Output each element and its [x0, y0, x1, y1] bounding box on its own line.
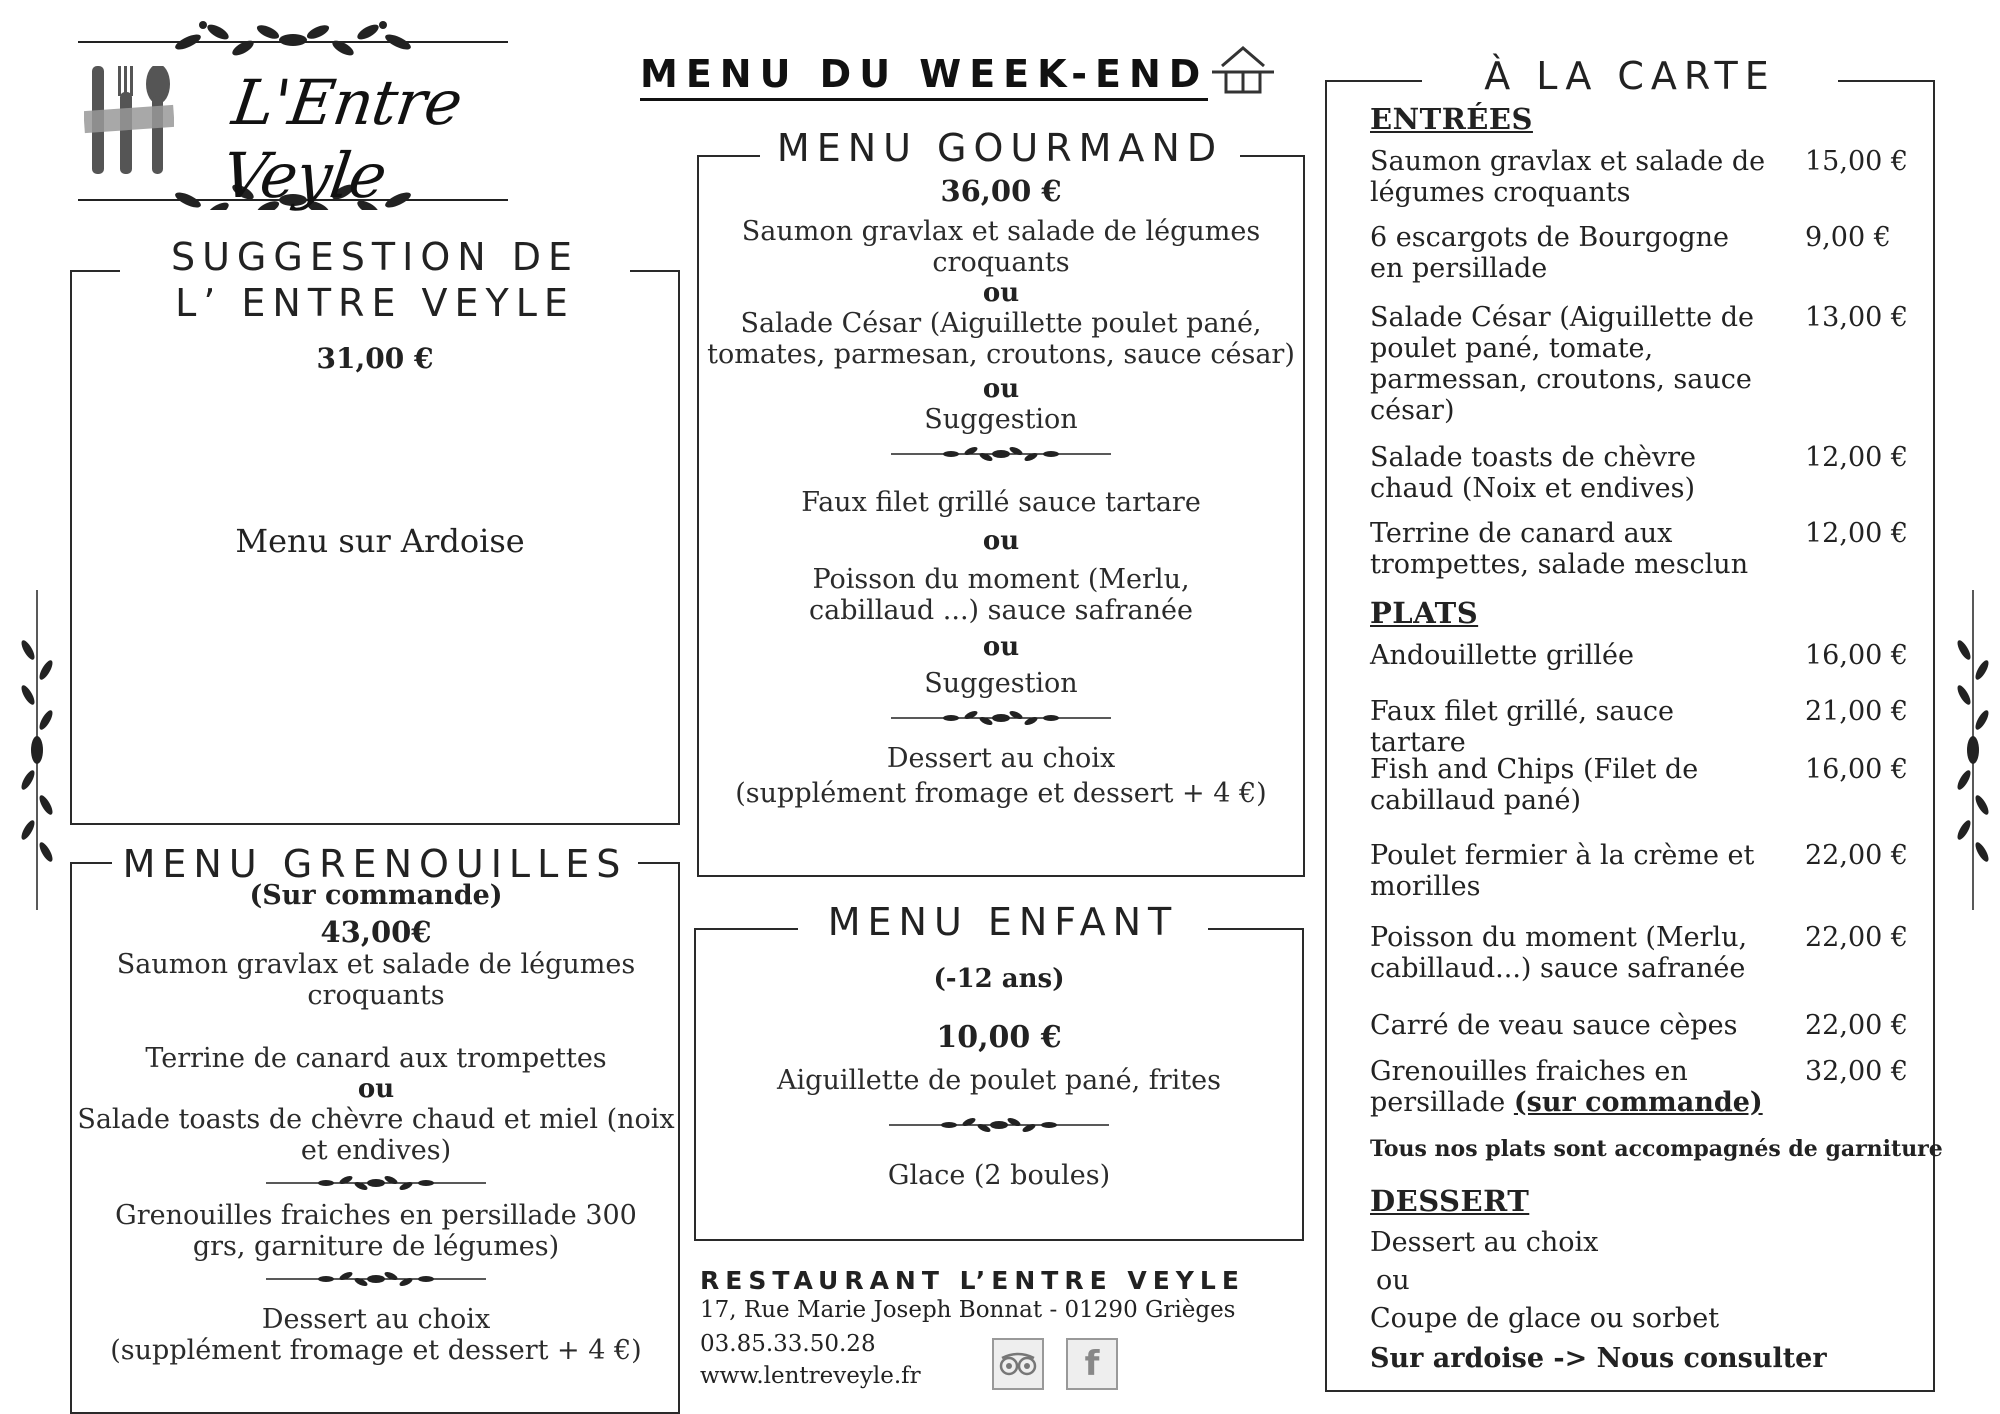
divider-ornament: [891, 443, 1111, 465]
tripadvisor-icon[interactable]: [992, 1338, 1044, 1390]
carte-item-name: Saumon gravlax et salade de légumes croquants: [1370, 146, 1766, 208]
gourmand-plat-2: Poisson du moment (Merlu, cabillaud ...) sauce safranée: [809, 564, 1193, 626]
carte-item-price: 22,00 €: [1805, 840, 1909, 871]
grenouilles-item-1: Saumon gravlax et salade de légumes croquants: [116, 949, 636, 1011]
grenouilles-item-4: Grenouilles fraiches en persillade 300 grs, garniture de légumes): [115, 1200, 637, 1262]
restaurant-address: 17, Rue Marie Joseph Bonnat - 01290 Grièges: [700, 1297, 1236, 1323]
restaurant-phone: 03.85.33.50.28: [700, 1331, 876, 1357]
logo-text: L'Entre Veyle: [217, 66, 466, 212]
cutlery-icon: [84, 66, 174, 176]
garniture-note: Tous nos plats sont accompagnés de garniture: [1370, 1136, 1943, 1162]
enfant-dessert: Glace (2 boules): [887, 1160, 1111, 1191]
facebook-icon[interactable]: f: [1066, 1338, 1118, 1390]
carte-grenouilles-price: 32,00 €: [1805, 1056, 1909, 1087]
suggestion-title: SUGGESTION DE L’ ENTRE VEYLE: [120, 234, 630, 326]
carte-item-price: 22,00 €: [1805, 922, 1909, 953]
carte-item-name: Terrine de canard aux trompettes, salade mesclun: [1370, 518, 1749, 580]
side-ornament-right: [1948, 590, 1998, 910]
carte-item-name: Salade César (Aiguillette de poulet pané, tomate, parmessan, croutons, sauce césar): [1370, 302, 1754, 426]
page-title: MENU DU WEEK-END: [640, 52, 1208, 96]
suggestion-body: Menu sur Ardoise: [235, 522, 525, 560]
carte-item-price: 16,00 €: [1805, 754, 1909, 785]
carte-title: À LA CARTE: [1422, 54, 1838, 98]
enfant-age: (-12 ans): [933, 964, 1065, 994]
gourmand-entree-3: Suggestion: [924, 404, 1078, 435]
carte-item-price: 21,00 €: [1805, 696, 1909, 727]
carte-item-price: 13,00 €: [1805, 302, 1909, 333]
carte-item-price: 15,00 €: [1805, 146, 1909, 177]
divider-ornament: [266, 1268, 486, 1290]
gourmand-content: [700, 174, 1302, 809]
carte-grenouilles-name: Grenouilles fraiches en persillade: [1370, 1056, 1688, 1118]
gourmand-dessert: Dessert au choix: [886, 743, 1116, 774]
house-icon: [1212, 42, 1274, 94]
logo: [78, 10, 508, 210]
enfant-plat: Aiguillette de poulet pané, frites: [777, 1065, 1221, 1096]
gourmand-ou: ou: [982, 526, 1020, 556]
carte-item-name: Carré de veau sauce cèpes: [1370, 1010, 1738, 1041]
carte-item-name: Andouillette grillée: [1370, 640, 1635, 671]
grenouilles-dessert-note: (supplément fromage et dessert + 4 €): [110, 1335, 642, 1366]
carte-item-price: 22,00 €: [1805, 1010, 1909, 1041]
gourmand-ou: ou: [982, 278, 1020, 308]
grenouilles-dessert: Dessert au choix: [261, 1304, 491, 1335]
divider-ornament: [891, 707, 1111, 729]
enfant-title: MENU ENFANT: [798, 900, 1208, 944]
dessert-heading: DESSERT: [1370, 1184, 1530, 1218]
grenouilles-item-3: Salade toasts de chèvre chaud et miel (noix et endives): [77, 1104, 675, 1166]
grenouilles-subtitle: (Sur commande): [249, 880, 503, 911]
gourmand-entree-2: Salade César (Aiguillette poulet pané, tomates, parmesan, croutons, sauce césar): [707, 308, 1295, 370]
divider-ornament: [266, 1172, 486, 1194]
gourmand-entree-1: Saumon gravlax et salade de légumes croquants: [741, 216, 1261, 278]
grenouilles-content: [76, 880, 676, 1366]
entrees-heading: ENTRÉES: [1370, 102, 1533, 136]
carte-item-name: Salade toasts de chèvre chaud (Noix et endives): [1370, 442, 1696, 504]
dessert-ou: ou: [1376, 1265, 1410, 1296]
suggestion-price: 31,00 €: [316, 342, 434, 375]
dessert-item-2: Coupe de glace ou sorbet: [1370, 1303, 1720, 1334]
enfant-content: [694, 964, 1304, 1191]
carte-item-name: Poisson du moment (Merlu, cabillaud...) sauce safranée: [1370, 922, 1748, 984]
restaurant-website[interactable]: www.lentreveyle.fr: [700, 1363, 921, 1389]
grenouilles-ou: ou: [357, 1074, 395, 1104]
carte-item-name: Faux filet grillé, sauce tartare: [1370, 696, 1674, 758]
gourmand-plat-1: Faux filet grillé sauce tartare: [801, 487, 1201, 518]
carte-grenouilles-note: (sur commande): [1513, 1087, 1763, 1118]
side-ornament-left: [12, 590, 62, 910]
gourmand-dessert-note: (supplément fromage et dessert + 4 €): [735, 778, 1267, 809]
ardoise-note: Sur ardoise -> Nous consulter: [1370, 1343, 1827, 1374]
carte-item-price: 9,00 €: [1805, 222, 1891, 253]
gourmand-plat-3: Suggestion: [924, 668, 1078, 699]
carte-item-name: 6 escargots de Bourgogne en persillade: [1370, 222, 1729, 284]
carte-item-price: 16,00 €: [1805, 640, 1909, 671]
gourmand-price: 36,00 €: [940, 174, 1062, 208]
gourmand-ou: ou: [982, 632, 1020, 662]
grenouilles-item-2: Terrine de canard aux trompettes: [145, 1043, 607, 1074]
enfant-price: 10,00 €: [936, 1020, 1062, 1055]
grenouilles-price: 43,00€: [320, 915, 432, 949]
grenouilles-title: MENU GRENOUILLES: [112, 842, 638, 886]
divider-ornament: [889, 1114, 1109, 1136]
carte-item-price: 12,00 €: [1805, 442, 1909, 473]
dessert-item-1: Dessert au choix: [1370, 1227, 1599, 1258]
gourmand-ou: ou: [982, 374, 1020, 404]
restaurant-name: RESTAURANT L’ENTRE VEYLE: [700, 1266, 1245, 1295]
gourmand-title: MENU GOURMAND: [760, 126, 1240, 170]
carte-item-name: Poulet fermier à la crème et morilles: [1370, 840, 1755, 902]
dessert-list: [1370, 1224, 1827, 1378]
carte-item-name: Fish and Chips (Filet de cabillaud pané): [1370, 754, 1699, 816]
carte-item-price: 12,00 €: [1805, 518, 1909, 549]
plats-heading: PLATS: [1370, 596, 1479, 630]
